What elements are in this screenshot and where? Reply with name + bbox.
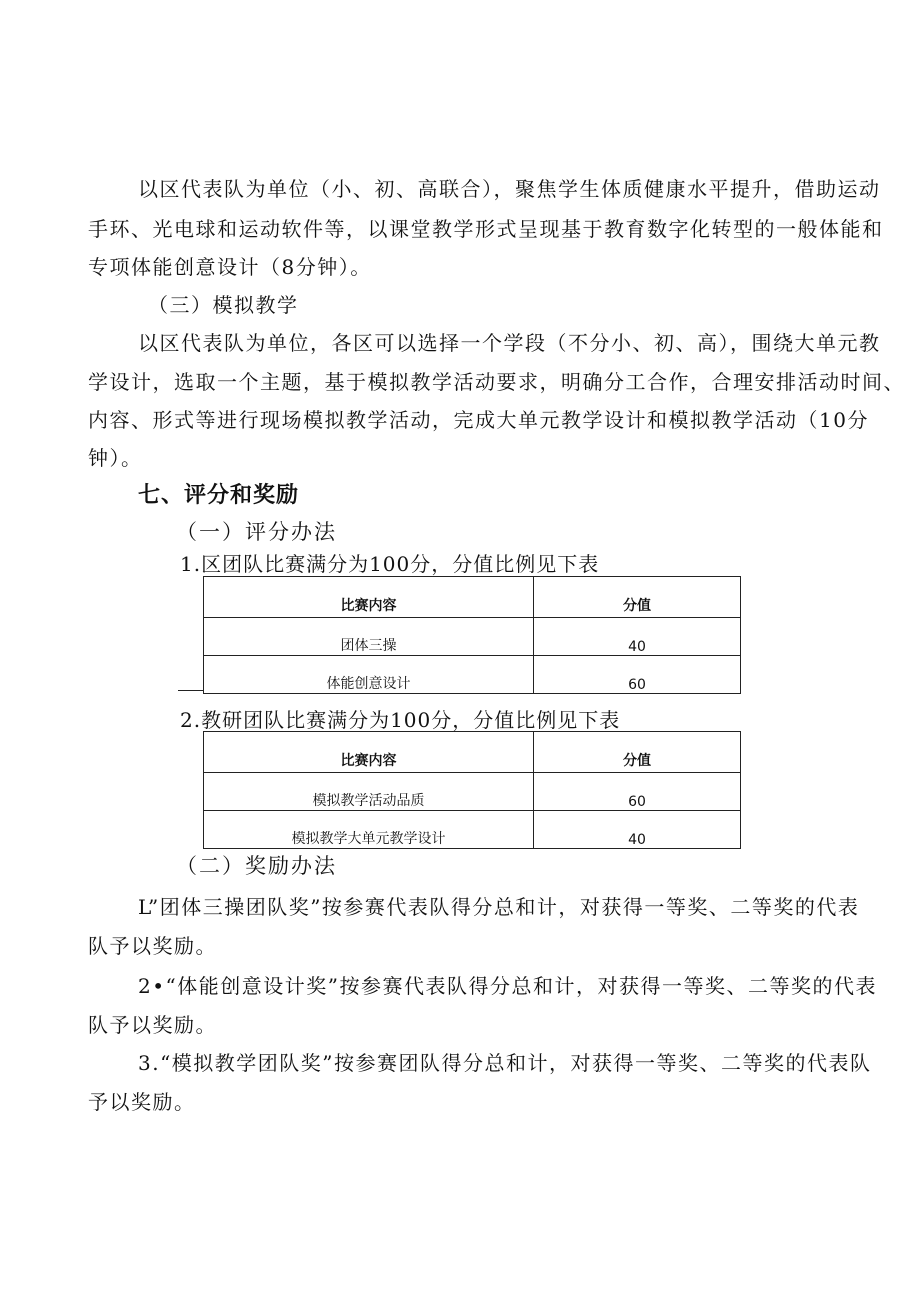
paragraph-line: 以区代表队为单位（小、初、高联合），聚焦学生体质健康水平提升，借助运动 <box>138 177 881 201</box>
paragraph-line: 以区代表队为单位，各区可以选择一个学段（不分小、初、高），围绕大单元教 <box>138 331 881 355</box>
table2-caption: 2.教研团队比赛满分为100分，分值比例见下表 <box>180 708 621 732</box>
table-cell: 团体三操 <box>204 618 534 656</box>
table-cell: 模拟教学活动品质 <box>204 773 534 811</box>
paragraph-line: L”团体三操团队奖”按参赛代表队得分总和计，对获得一等奖、二等奖的代表 <box>138 895 860 919</box>
table-cell: 60 <box>534 773 741 811</box>
paragraph-line: 内容、形式等进行现场模拟教学活动，完成大单元教学设计和模拟教学活动（10分 <box>88 408 869 432</box>
table-cell: 40 <box>534 618 741 656</box>
table-cell: 模拟教学大单元教学设计 <box>204 811 534 849</box>
table-cell: 60 <box>534 656 741 694</box>
paragraph-line: 学设计，选取一个主题，基于模拟教学活动要求，明确分工合作，合理安排活动时间、 <box>88 370 905 394</box>
column-header: 比赛内容 <box>204 732 534 773</box>
paragraph-line: 专项体能创意设计（8分钟）。 <box>88 255 372 279</box>
table-rule <box>178 690 204 691</box>
subheading-awards: （二）奖励办法 <box>176 854 337 878</box>
score-table-teaching <box>203 731 741 849</box>
table-row <box>204 811 741 849</box>
column-header: 分值 <box>534 577 741 618</box>
table1-caption: 1.区团队比赛满分为100分，分值比例见下表 <box>180 552 600 576</box>
paragraph-line: 队予以奖励。 <box>88 934 217 958</box>
paragraph-line: 手环、光电球和运动软件等，以课堂教学形式呈现基于教育数字化转型的一般体能和 <box>88 217 884 241</box>
table-cell: 40 <box>534 811 741 849</box>
score-table-district <box>203 576 741 694</box>
paragraph-line: 钟）。 <box>88 446 143 470</box>
table-row <box>204 656 741 694</box>
paragraph-line: 予以奖励。 <box>88 1090 196 1114</box>
paragraph-line: 2•“体能创意设计奖”按参赛代表队得分总和计，对获得一等奖、二等奖的代表 <box>138 974 877 998</box>
paragraph-line: 队予以奖励。 <box>88 1013 217 1037</box>
table-row <box>204 618 741 656</box>
table-cell: 体能创意设计 <box>204 656 534 694</box>
table-header-row <box>204 732 741 773</box>
column-header: 比赛内容 <box>204 577 534 618</box>
subheading-simulated-teaching: （三）模拟教学 <box>148 293 299 317</box>
table-header-row <box>204 577 741 618</box>
column-header: 分值 <box>534 732 741 773</box>
paragraph-line: 3.“模拟教学团队奖”按参赛团队得分总和计，对获得一等奖、二等奖的代表队 <box>138 1051 872 1075</box>
subheading-scoring: （一）评分办法 <box>176 520 337 544</box>
section-title: 七、评分和奖励 <box>138 483 300 508</box>
table-row <box>204 773 741 811</box>
